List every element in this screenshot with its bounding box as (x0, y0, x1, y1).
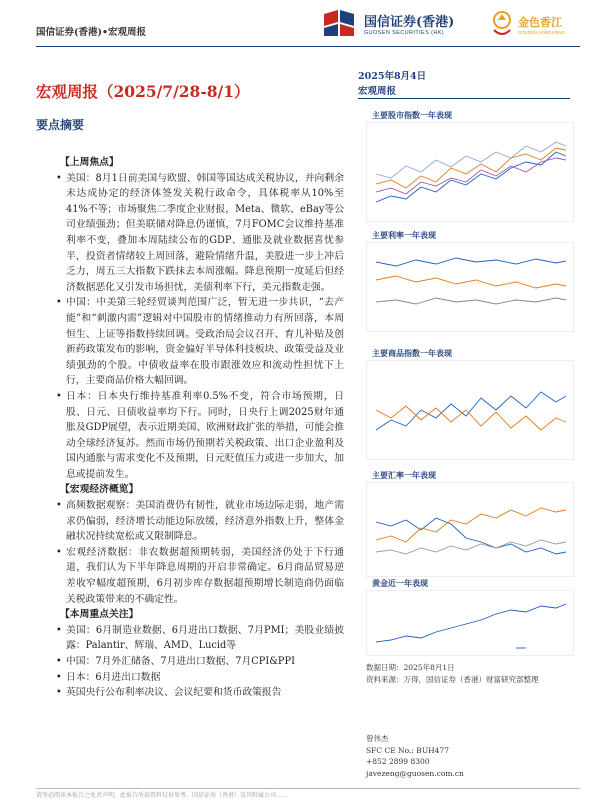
bullet-item: • 高频数据观察：美国消费仍有韧性，就业市场边际走弱，地产需求仍偏弱，经济增长动能边际放缓，经济意外指数上升，整体金融状况持续宽松或又限制降息。 (56, 500, 344, 543)
right-divider (358, 98, 570, 99)
golden-hongkong-icon (490, 10, 514, 38)
section-heading: 【宏观经济概览】 (60, 484, 139, 496)
interest-rate-chart (366, 242, 574, 332)
author-name: 曾伟杰 (366, 734, 389, 743)
report-date: 2025年8月4日 (358, 71, 427, 82)
bullet-item: • 宏观经济数据：非农数据超预期转弱，美国经济仍处于下行通道，我们认为下半年降息周期的开启非常确定。6月商品贸易逆差收窄幅度超预期，6月初步库存数据超预期增长制造商仍面临关税政策带来的不确定性。 (56, 546, 344, 605)
author-license: SFC CE No.: BUH477 (366, 745, 449, 755)
bullet-item: • 日本：6月进出口数据 (56, 671, 161, 683)
golden-hongkong-en: GOLDEN HONGKONG (518, 30, 566, 35)
fx-rate-chart (366, 482, 574, 577)
gold-price-chart (366, 590, 574, 656)
chart-title-commodities: 主要商品指数一年表现 (372, 348, 452, 358)
author-email[interactable]: javezeng@guosen.com.cn (366, 768, 464, 778)
chart-title-stocks: 主要股市指数一年表现 (372, 110, 452, 120)
bullet-item: • 中国：中美第三轮经贸谈判范围广泛，暂无进一步共识，“去产能”和“刺激内需”逻辑对中国股市的情绪推动力有所回落，本周恒生、上证等指数持续回调。受政治局会议召开、育儿补贴及创新药政策发布的影响，资金偏好半导体科技板块、政策受益及业绩强劲的个股。中债收益率在股市跟涨效应和流动性担忧下上行，主要商品价格大幅回调。 (56, 297, 344, 387)
bullet-item: • 英国央行公布利率决议、会议纪要和货币政策报告 (56, 687, 282, 699)
section-heading: 【本周重点关注】 (60, 609, 139, 621)
guosen-logo-cn: 国信证券(香港) (364, 15, 455, 30)
chart-title-fx: 主要汇率一年表现 (372, 470, 436, 480)
guosen-logo-icon (322, 8, 360, 38)
author-phone: +852 2899 8300 (366, 757, 430, 766)
bullet-item: • 美国：8月1日前美国与欧盟、韩国等国达成关税协议，并向剩余未达成协定的经济体签发关税行政命令，具体税率从10%至41%不等；市场聚焦二季度企业财报，Meta、微软、eBay等公司业绩强劲；但美联储对降息仍谨慎，7月FOMC会议维持基准利率不变，叠加本周陆续公布的GDP、通胀及就业数据喜忧参半，投资者情绪较上周回落，避险情绪升温，美股进一步上冲后乏力，周五三大指数下跌抹去本周涨幅。降息预期一度延后但经济数据恶化又引发市场担忧，美债利率下行，美元指数走强。 (56, 172, 344, 293)
commodity-index-chart (366, 360, 574, 460)
section-heading: 【上周焦点】 (60, 157, 119, 168)
report-body (56, 155, 344, 701)
golden-hongkong-logo[interactable] (490, 8, 570, 42)
guosen-logo[interactable] (322, 6, 482, 42)
bullet-item: • 中国：7月外汇储备、7月进出口数据、7月CPI&PPI (56, 656, 295, 667)
header-left-text: 国信证券(香港)•宏观周报 (36, 27, 147, 38)
header-divider (36, 46, 580, 47)
page-footer: 请务必阅读本报告之免责声明，此报告所载资料仅供参考。国信证券（香港）及其附属公司…… (36, 788, 580, 800)
summary-heading: 要点摘要 (36, 118, 85, 132)
data-source-note: 数据日期：2025年8月1日 资料来源：万得，国信证券（香港）财富研究部整理 (366, 663, 539, 684)
golden-hongkong-cn: 金色香江 (518, 16, 562, 29)
bullet-item: • 日本：日本央行维持基准利率0.5%不变，符合市场预期，日股、日元、日债收益率均下行。同时，日央行上调2025财年通胀及GDP展望，表示近期美国、欧洲财政扩张的举措，可能会推动全球经济复苏。然而市场仍预期若关税政策、出口企业盈利及国内通胀与需求变化不及预期，日元贬值压力或进一步加大，加息或提前发生。 (56, 390, 344, 480)
guosen-logo-en: GUOSEN SECURITIES (HK) (364, 30, 445, 36)
chart-title-gold: 黄金近一年表现 (372, 578, 428, 588)
bullet-item: • 美国：6月制造业数据、6月进出口数据、7月PMI；美股业绩披露：Palantir、辉瑞、AMD、Lucid等 (56, 624, 344, 652)
report-type: 宏观周报 (358, 86, 397, 97)
report-title: 宏观周报（2025/7/28-8/1） (36, 82, 250, 101)
stock-index-chart (366, 122, 574, 222)
chart-title-rates: 主要利率一年表现 (372, 230, 436, 240)
author-info (366, 733, 464, 779)
